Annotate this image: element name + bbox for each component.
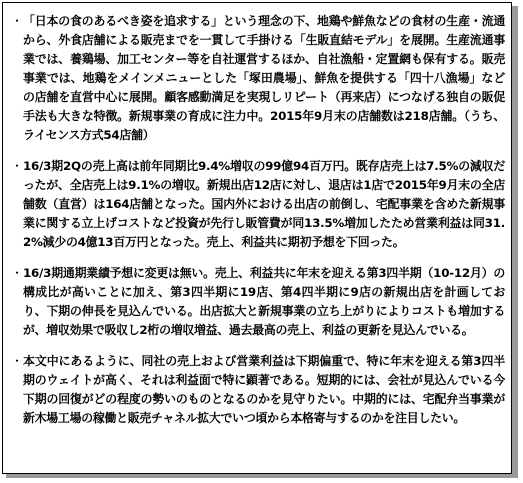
quarter-results-text: 16/3期2Qの売上高は前年同期比9.4%増収の99億94百万円。既存店売上は7.5%の減収だったが、全店売上は9.1%の増収。新規出店12店に対し、退店は1店で2015年9月末の全店舗数（直営）は164店舗となった。国内外における出店の前倒し、宅配事業を含めた新規事業に関する立上げコストなど投資が先行し販管費が同13.5%増加したため営業利益は同31.2%減少の4億13百万円となった。売上、利益共に期初予想を下回った。: [23, 159, 505, 249]
bullet-list: [11, 12, 505, 428]
company-overview-text: 「日本の食のあるべき姿を追求する」という理念の下、地鶏や鮮魚などの食材の生産・流通から、外食店舗による販売までを一貫して手掛ける「生販直結モデル」を展開。生産流通事業では、養鶏場、加工センター等を自社運営するほか、自社漁船・定置網も保有する。販売事業では、地鶏をメインメニューとした「塚田農場」、鮮魚を提供する「四十八漁場」などの店舗を直営中心に展開。顧客感動満足を実現しリピート（再来店）につなげる独自の販促手法も大きな特徴。新規事業の育成に注力中。2015年9月末の店舗数は218店舗。（うち、ライセンス方式54店舗）: [23, 14, 505, 142]
bullet-marker: ・: [11, 14, 24, 28]
list-item: [11, 264, 505, 340]
list-item: [11, 352, 505, 428]
summary-panel: [2, 2, 512, 474]
full-year-forecast-text: 16/3期通期業績予想に変更は無い。売上、利益共に年末を迎える第3四半期（10-12月）の構成比が高いことに加え、第3四半期に19店、第4四半期に9店の新規出店を計画しており、下期の伸長を見込んでいる。出店拡大と新規事業の立ち上がりによりコストも増加するが、増収効果で吸収し2桁の増収増益、過去最高の売上、利益の更新を見込んでいる。: [23, 266, 505, 337]
outlook-commentary-text: 本文中にあるように、同社の売上および営業利益は下期偏重で、特に年末を迎える第3四半期のウェイトが高く、それは利益面で特に顕著である。短期的には、会社が見込んでいる今下期の回復がどの程度の勢いのものとなるのかを見守りたい。中期的には、宅配弁当事業が新木場工場の稼働と販売チャネル拡大でいつ頃から本格寄与するのかを注目したい。: [23, 354, 505, 425]
list-item: [11, 12, 505, 145]
bullet-marker: ・: [11, 266, 24, 280]
bullet-marker: ・: [11, 159, 24, 173]
list-item: [11, 157, 505, 252]
bullet-marker: ・: [11, 354, 24, 368]
